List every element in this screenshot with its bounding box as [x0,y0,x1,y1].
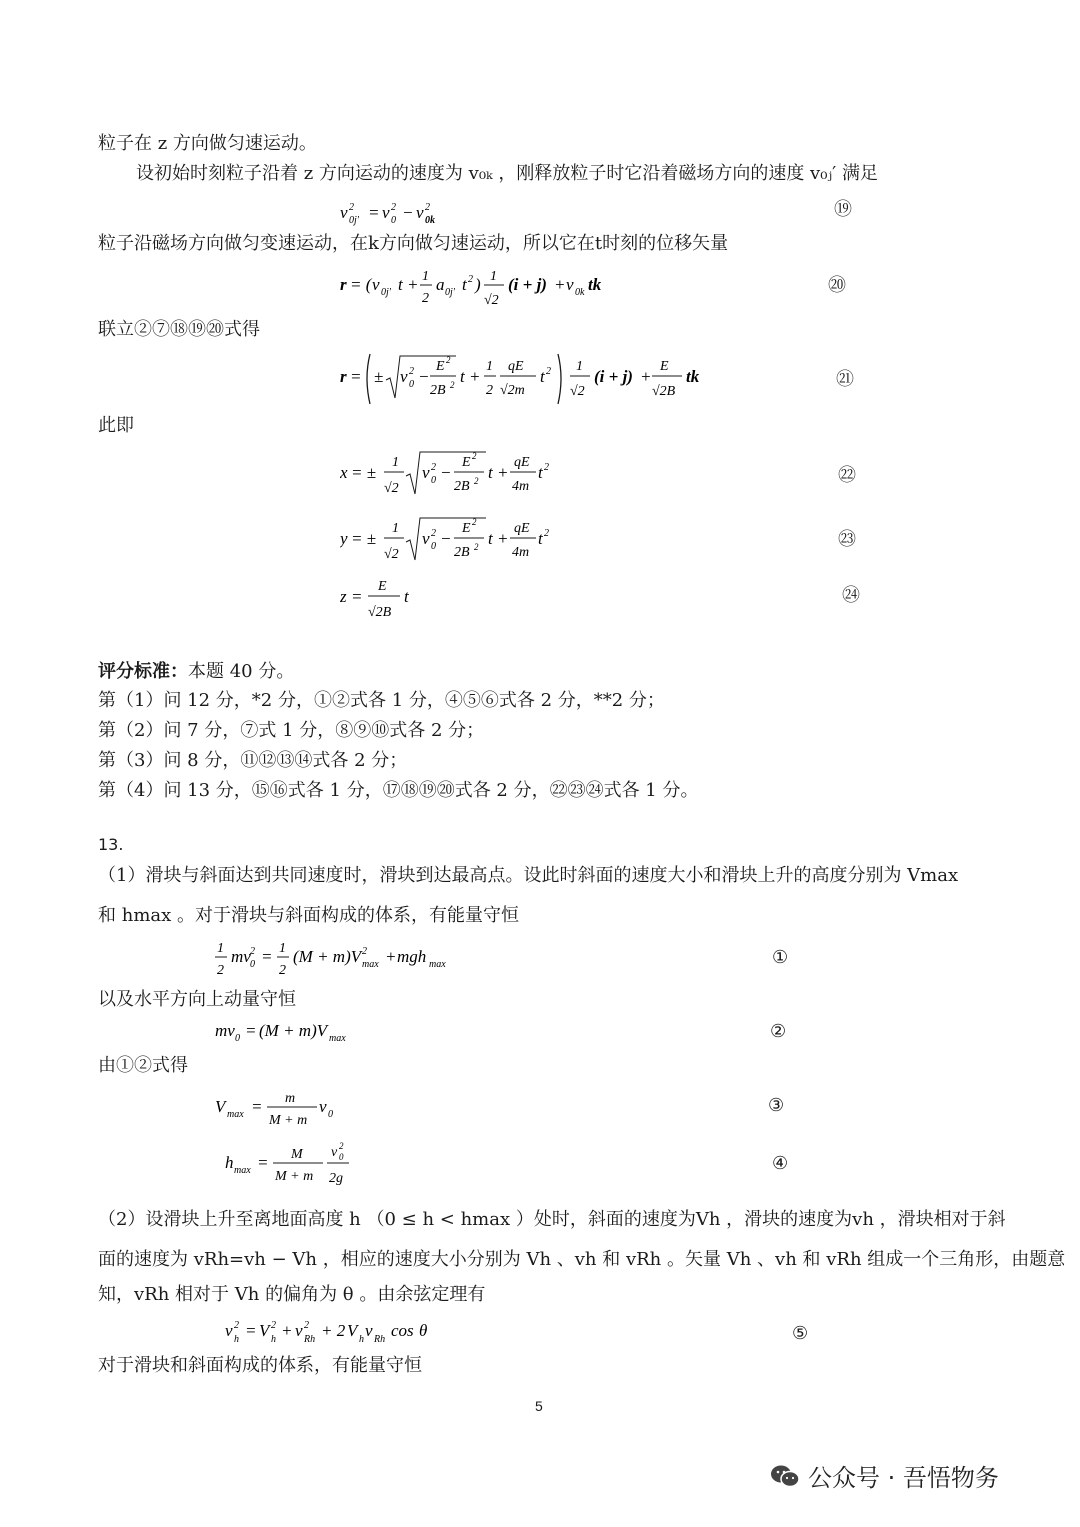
equation-q13-3 [215,1084,355,1142]
svg-text:M: M [291,1147,303,1162]
q13-paragraph-5: 对于滑块和斜面构成的体系，有能量守恒 [98,1355,422,1376]
svg-text:r: r [340,275,347,294]
svg-text:−: − [440,529,452,548]
svg-text:): ) [475,275,481,294]
svg-text:v: v [225,1321,233,1340]
scoring-title: 评分标准： [98,661,188,682]
text-line-2: 设初始时刻粒子沿着 z 方向运动的速度为 v₀ₖ ，刚释放粒子时它沿着磁场方向的速度 v₀ⱼ′ 满足 [136,163,878,184]
equation-q13-1 [215,934,465,992]
svg-text:V: V [347,1321,358,1340]
svg-text:√2B: √2B [652,384,676,399]
svg-text:1: 1 [217,941,224,956]
svg-text:2: 2 [472,517,477,527]
svg-text:0: 0 [339,1152,344,1162]
equation-number-23: ㉓ [838,529,856,550]
svg-text:qE: qE [514,455,530,470]
svg-text:E: E [660,359,669,374]
svg-text:0: 0 [250,959,255,970]
svg-text:0j′: 0j′ [349,215,359,226]
svg-text:h: h [234,1334,239,1345]
svg-text:0j′: 0j′ [445,287,455,298]
svg-text:max: max [362,959,379,970]
svg-text:2: 2 [544,528,549,539]
svg-text:h: h [225,1153,234,1172]
svg-text:= ±: = ± [351,463,377,482]
q13-paragraph-4a: （2）设滑块上升至离地面高度 h （0 ≤ h < hmax ）处时，斜面的速度为Vh ，滑块的速度为vh ，滑块相对于斜 [98,1209,1006,1230]
q13-paragraph-3: 由①②式得 [98,1055,188,1076]
svg-text:2: 2 [217,963,224,978]
svg-text:t: t [538,463,543,482]
svg-text:tk: tk [686,367,700,386]
equation-q13-2-graphic [215,1016,375,1048]
scoring-line-2: 第（2）问 7 分，⑦式 1 分，⑧⑨⑩式各 2 分； [98,720,485,741]
svg-text:2g: 2g [329,1171,343,1186]
svg-text:2: 2 [425,202,430,213]
svg-text:2B: 2B [454,545,470,560]
svg-text:0k: 0k [425,215,435,226]
svg-text:v: v [382,203,390,222]
svg-text:2: 2 [431,462,436,473]
q13-paragraph-4c: 知，vRh 相对于 Vh 的偏角为 θ 。由余弦定理有 [98,1284,486,1305]
svg-text:+: + [554,275,566,294]
svg-text:E: E [436,359,445,374]
svg-text:max: max [234,1165,251,1176]
watermark-text: 公众号 · 吾悟物务 [808,1464,999,1492]
equation-number-q13-5: ⑤ [792,1323,809,1344]
equation-21-graphic [340,348,720,410]
svg-text:(i + j): (i + j) [508,275,547,294]
svg-text:2: 2 [271,1320,276,1331]
svg-text:0k: 0k [575,287,585,298]
svg-text:0: 0 [391,215,396,226]
scoring-line-4: 第（4）问 13 分，⑮⑯式各 1 分，⑰⑱⑲⑳式各 2 分，㉒㉓㉔式各 1 分。 [98,780,699,801]
svg-text:v: v [566,275,574,294]
svg-text:−: − [418,367,430,386]
svg-text:cos: cos [391,1321,414,1340]
equation-q13-4 [225,1138,365,1200]
equation-number-24: ㉔ [842,585,860,606]
equation-q13-1-graphic [215,934,465,984]
q13-paragraph-2: 以及水平方向上动量守恒 [98,989,296,1010]
equation-21 [340,348,720,418]
svg-text:max: max [429,959,446,970]
svg-text:qE: qE [508,359,524,374]
svg-text:−: − [440,463,452,482]
svg-text:m: m [285,1091,296,1106]
page-number: 5 [535,1398,543,1414]
text-line-3: 粒子沿磁场方向做匀变速运动，在k方向做匀速运动，所以它在t时刻的位移矢量 [98,233,729,254]
svg-text:t: t [404,587,409,606]
equation-q13-4-graphic [225,1138,365,1192]
svg-text:2: 2 [234,1320,239,1331]
svg-text:2: 2 [250,946,255,957]
svg-text:1: 1 [279,941,286,956]
equation-number-q13-4: ④ [772,1153,789,1174]
text-line-4: 联立②⑦⑱⑲⑳式得 [98,319,260,340]
svg-text:1: 1 [486,359,493,374]
svg-text:E: E [378,579,387,594]
q13-paragraph-4b: 面的速度为 vRh=vh − Vh ，相应的速度大小分别为 Vh 、vh 和 vRh 。矢量 Vh 、vh 和 vRh 组成一个三角形，由题意 [98,1249,1066,1270]
scoring-heading [98,660,294,684]
svg-text:V: V [259,1321,270,1340]
equation-22 [340,446,570,512]
svg-text:1: 1 [490,269,497,284]
text-line-5: 此即 [98,415,134,436]
svg-text:mv: mv [215,1021,235,1040]
svg-text:= (: = ( [350,275,372,294]
svg-text:2: 2 [474,476,479,486]
scoring-line-3: 第（3）问 8 分，⑪⑫⑬⑭式各 2 分； [98,750,408,771]
equation-19 [340,198,450,234]
svg-text:+: + [640,367,652,386]
svg-text:max: max [329,1033,346,1044]
equation-24-graphic [340,572,430,626]
equation-number-22: ㉒ [838,465,856,486]
q13-paragraph-1a: （1）滑块与斜面达到共同速度时，滑块到达最高点。设此时斜面的速度大小和滑块上升的高度分别为 Vmax [98,865,959,886]
svg-text:t +: t + [488,463,509,482]
equation-20 [340,264,630,320]
equation-q13-2 [215,1016,375,1056]
svg-text:mgh: mgh [397,947,427,966]
svg-text:v: v [331,1145,338,1160]
equation-number-19: ⑲ [834,199,852,220]
svg-text:z: z [340,587,347,606]
svg-text:x: x [340,463,348,482]
svg-text:1: 1 [422,269,429,284]
text-line-1: 粒子在 z 方向做匀速运动。 [98,133,317,154]
svg-text:(M + m)V: (M + m)V [259,1021,328,1040]
svg-text:2: 2 [279,963,286,978]
equation-q13-5 [225,1316,455,1356]
svg-text:M + m: M + m [275,1169,314,1184]
svg-text:2: 2 [391,202,396,213]
svg-text:Rh: Rh [374,1334,386,1345]
svg-text:√2m: √2m [500,383,525,398]
svg-text:t: t [540,367,545,386]
svg-text:0: 0 [431,541,436,552]
svg-text:=: = [251,1097,263,1116]
svg-text:0j′: 0j′ [381,287,391,298]
svg-text:(M + m)V: (M + m)V [293,947,362,966]
svg-text:a: a [436,275,445,294]
svg-text:v: v [416,203,424,222]
svg-text:tk: tk [588,275,602,294]
equation-23 [340,512,570,578]
svg-text:2: 2 [546,366,551,377]
svg-text:M + m: M + m [269,1113,308,1128]
svg-text:+ 2: + 2 [321,1321,346,1340]
svg-text:=: = [368,203,380,222]
svg-text:√2: √2 [384,547,399,562]
svg-text:0: 0 [409,379,414,390]
equation-22-graphic [340,446,570,504]
equation-number-20: ⑳ [828,275,846,296]
svg-text:Rh: Rh [304,1334,316,1345]
equation-19-graphic [340,198,450,226]
watermark [770,1458,999,1493]
svg-text:2B: 2B [430,383,446,398]
equation-23-graphic [340,512,570,570]
equation-number-q13-2: ② [770,1021,787,1042]
svg-text:v: v [340,203,348,222]
svg-text:0: 0 [431,475,436,486]
svg-text:√2B: √2B [368,605,392,620]
svg-text:max: max [227,1109,244,1120]
svg-text:v: v [365,1321,373,1340]
svg-text:2: 2 [446,355,451,365]
svg-text:h: h [271,1334,276,1345]
equation-20-graphic [340,264,630,312]
svg-text:2: 2 [486,383,493,398]
svg-text:±: ± [374,367,384,386]
svg-text:=: = [245,1021,257,1040]
svg-text:v: v [400,367,408,386]
svg-text:t +: t + [398,275,419,294]
svg-text:2: 2 [450,380,455,390]
svg-text:v: v [295,1321,303,1340]
svg-text:=: = [261,947,273,966]
svg-text:t +: t + [488,529,509,548]
equation-q13-3-graphic [215,1084,355,1134]
svg-text:2: 2 [339,1141,344,1151]
q13-paragraph-1b: 和 hmax 。对于滑块与斜面构成的体系，有能量守恒 [98,905,519,926]
svg-text:2: 2 [468,274,473,285]
svg-text:V: V [215,1097,226,1116]
svg-text:v: v [422,529,430,548]
svg-text:1: 1 [576,359,583,374]
svg-text:1: 1 [392,455,399,470]
svg-text:2B: 2B [454,479,470,494]
svg-text:h: h [359,1334,364,1345]
equation-24 [340,572,430,634]
svg-text:2: 2 [422,291,429,306]
svg-text:1: 1 [392,521,399,536]
wechat-icon [770,1463,800,1489]
svg-text:t +: t + [460,367,481,386]
svg-text:2: 2 [544,462,549,473]
svg-text:r: r [340,367,347,386]
svg-text:t: t [462,275,467,294]
svg-text:v: v [422,463,430,482]
svg-text:+: + [281,1321,293,1340]
svg-text:=: = [351,587,363,606]
svg-text:2: 2 [431,528,436,539]
question-13-number: 13. [98,835,124,854]
equation-number-21: ㉑ [836,369,854,390]
svg-text:2: 2 [472,451,477,461]
svg-text:y: y [340,529,348,548]
svg-text:+: + [385,947,397,966]
svg-text:=: = [245,1321,257,1340]
scoring-total: 本题 40 分。 [188,661,295,682]
svg-text:mv: mv [231,947,251,966]
svg-text:E: E [462,521,471,536]
svg-text:2: 2 [304,1320,309,1331]
svg-text:2: 2 [409,366,414,377]
svg-text:4m: 4m [512,479,530,494]
svg-text:√2: √2 [384,481,399,496]
svg-text:=: = [257,1153,269,1172]
equation-q13-5-graphic [225,1316,455,1348]
svg-text:qE: qE [514,521,530,536]
scoring-line-1: 第（1）问 12 分，*2 分，①②式各 1 分，④⑤⑥式各 2 分，**2 分； [98,690,665,711]
equation-number-q13-1: ① [772,947,789,968]
svg-text:−: − [402,203,414,222]
svg-text:=: = [350,367,362,386]
svg-text:v: v [372,275,380,294]
svg-text:2: 2 [362,946,367,957]
svg-text:√2: √2 [484,293,499,308]
svg-text:2: 2 [474,542,479,552]
svg-text:v: v [319,1097,327,1116]
svg-text:0: 0 [235,1033,240,1044]
svg-text:θ: θ [419,1321,428,1340]
svg-text:t: t [538,529,543,548]
svg-text:E: E [462,455,471,470]
equation-number-q13-3: ③ [768,1095,785,1116]
svg-text:2: 2 [349,202,354,213]
svg-text:= ±: = ± [351,529,377,548]
svg-text:0: 0 [328,1109,333,1120]
svg-text:4m: 4m [512,545,530,560]
svg-text:√2: √2 [570,384,585,399]
svg-text:(i + j): (i + j) [594,367,633,386]
